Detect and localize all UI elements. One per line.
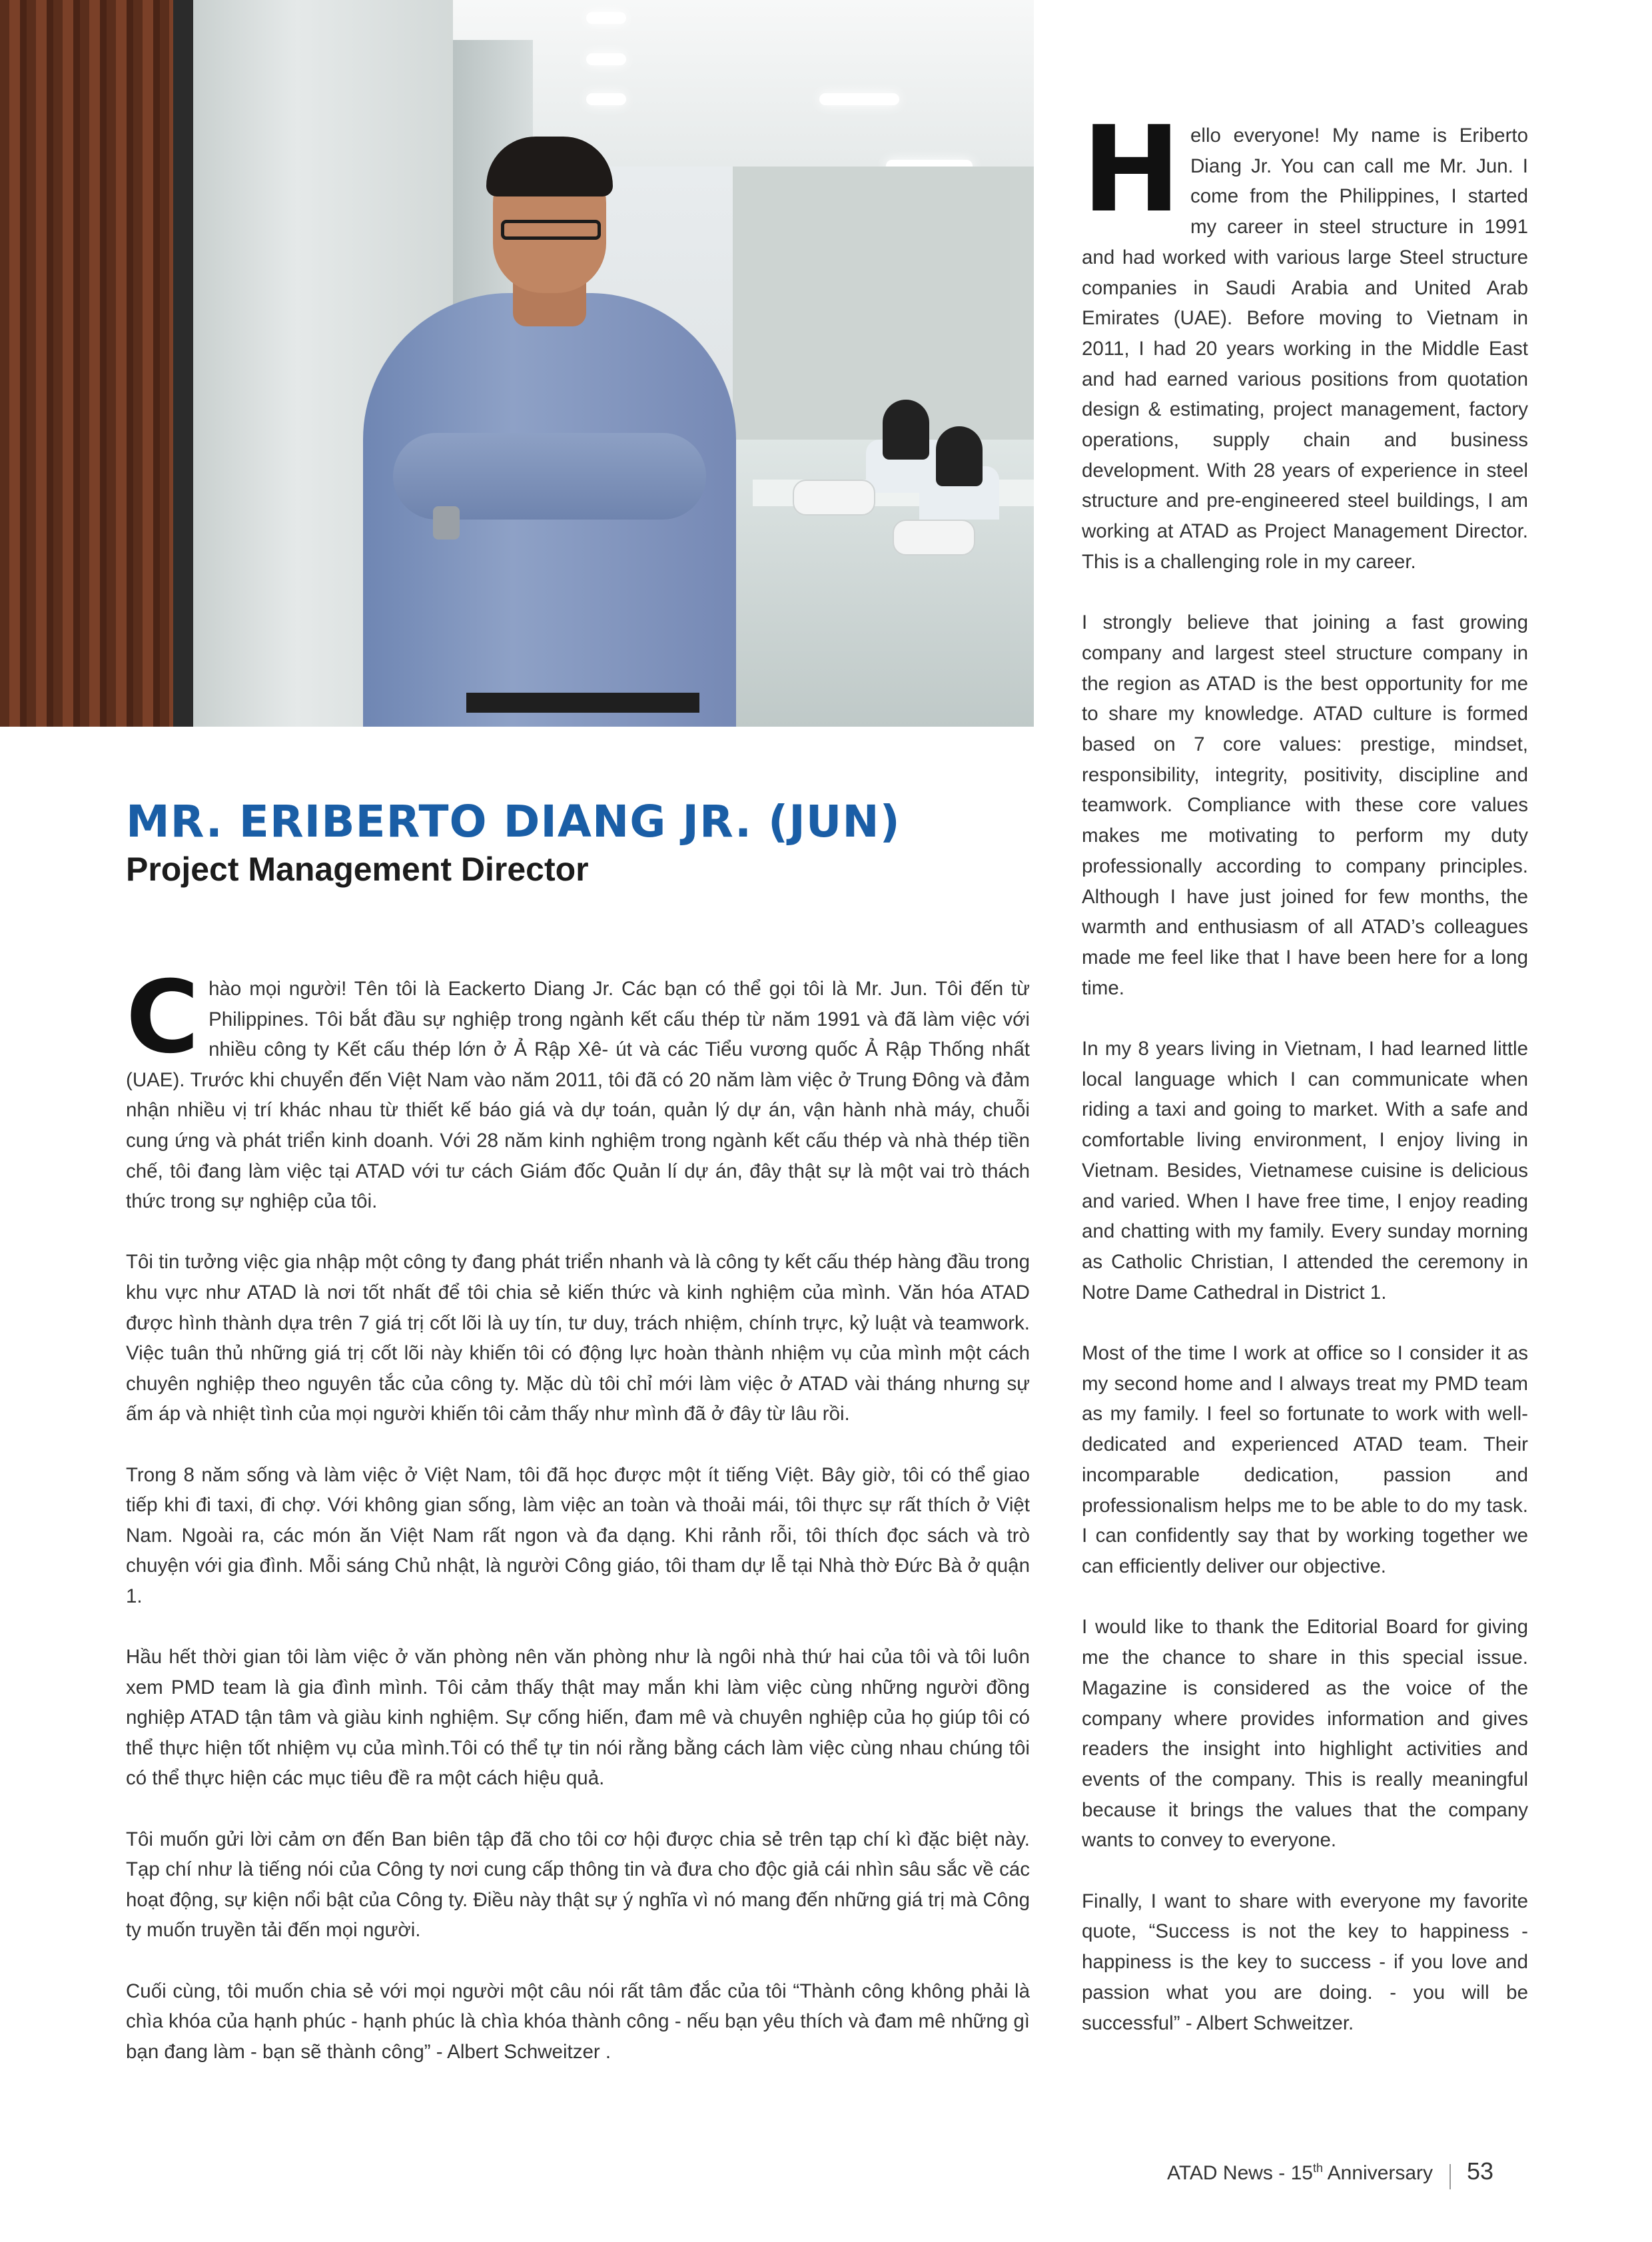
belt xyxy=(466,693,699,713)
publication-name xyxy=(1167,2162,1433,2184)
paragraph: I strongly believe that joining a fast growing company and largest steel structure company in the region as ATAD is the best opportunity for me to share my knowledge. ATAD culture is formed based on 7 core values: prestige, mindset, responsibility, integrity, positivity, discipline and teamwork. Compliance with these core values makes me motivating to perform my duty professionally according to company principles. Although I have just joined for few months, the warmth and enthusiasm of all ATAD’s colleagues made me feel like that I have been here for a long time. xyxy=(1082,611,1528,999)
coworker-head xyxy=(936,426,983,486)
wood-panel xyxy=(0,0,173,727)
publication-title: ATAD News - 15 xyxy=(1167,2162,1313,2184)
article-english xyxy=(1082,101,1528,2038)
person-name: MR. ERIBERTO DIANG JR. (JUN) xyxy=(126,796,901,847)
page-number: 53 xyxy=(1466,2157,1493,2185)
paragraph: Hầu hết thời gian tôi làm việc ở văn phòng nên văn phòng như là ngôi nhà thứ hai của tôi và tôi luôn xem PMD team là gia đình mình. Tôi cảm thấy thật may mắn khi làm việc cùng những người đồng nghiệp ATAD tận tâm và giàu kinh nghiệm. Sự cống hiến, đam mê và chuyên nghiệp của họ giúp tôi có thể thực hiện tốt nhiệm vụ của mình.Tôi có thể tự tin nói rằng bằng cách làm việc cùng nhau chúng tôi có thể thực hiện các mục tiêu đề ra một cách hiệu quả. xyxy=(126,1646,1030,1790)
edition-label: Anniversary xyxy=(1322,2162,1434,2184)
paragraph xyxy=(126,960,1030,1217)
ceiling-light xyxy=(586,12,626,24)
paragraph-text: hào mọi người! Tên tôi là Eackerto Diang Jr. Các bạn có thể gọi tôi là Mr. Jun. Tôi đến từ Philippines. Tôi bắt đầu sự nghiệp trong ngành kết cấu thép từ năm 1991 và đã làm việc với nhiều công ty Kết cấu thép lớn ở Ả Rập Xê- út và các Tiểu vương quốc Ả Rập Thống nhất (UAE). Trước khi chuyển đến Việt Nam vào năm 2011, tôi đã có 20 năm làm việc ở Trung Đông và đảm nhận nhiều vị trí khác nhau từ thiết kế báo giá và dự toán, quản lý dự án, vận hành nhà máy, chuỗi cung ứng và phát triển kinh doanh. Với 28 năm kinh nghiệm trong ngành kết cấu thép và nhà thép tiền chế, tôi đang làm việc tại ATAD với tư cách Giám đốc Quản lí dự án, đây thật sự là một vai trò thách thức trong sự nghiệp của tôi. xyxy=(126,978,1030,1213)
ceiling-light xyxy=(586,93,626,105)
coworker-head xyxy=(883,400,929,460)
paragraph xyxy=(1082,101,1528,577)
person-title: Project Management Director xyxy=(126,851,589,888)
wristwatch xyxy=(433,506,460,540)
ceiling-light xyxy=(819,93,899,105)
portrait-photo xyxy=(0,0,1034,727)
footer-divider xyxy=(1449,2164,1451,2189)
paragraph-text: ello everyone! My name is Eriberto Diang Jr. You can call me Mr. Jun. I come from the Philippines, I started my career in steel structure in 1991 and had worked with various large Steel structure companies in Saudi Arabia and United Arab Emirates (UAE). Before moving to Vietnam in 2011, I had 20 years working in the Middle East and had earned various positions from quotation design & estimating, project management, factory operations, supply chain and business development. With 28 years of experience in steel structure and pre-engineered steel buildings, I am working at ATAD as Project Management Director. This is a challenging role in my career. xyxy=(1082,125,1528,573)
paragraph: I would like to thank the Editorial Board for giving me the chance to share in this special issue. Magazine is considered as the voice of the company where provides information and gives readers the insight into highlight activities and events of the company. This is really meaningful because it brings the values that the company wants to convey to everyone. xyxy=(1082,1616,1528,1852)
glasses xyxy=(501,220,601,240)
drop-cap: H xyxy=(1082,101,1181,238)
paragraph: Most of the time I work at office so I consider it as my second home and I always treat my PMD team as my family. I feel so fortunate to work with well-dedicated and experienced ATAD team. Their incomparable dedication, passion and professionalism helps me to be able to do my task. I can confidently say that by working together we can efficiently deliver our objective. xyxy=(1082,1342,1528,1577)
paragraph: Tôi muốn gửi lời cảm ơn đến Ban biên tập đã cho tôi cơ hội được chia sẻ trên tạp chí kì đặc biệt này. Tạp chí như là tiếng nói của Công ty nơi cung cấp thông tin và đưa cho độc giả cái nhìn sâu sắc về các hoạt động, sự kiện nổi bật của Công ty. Điều này thật sự ý nghĩa vì nó mang đến những giá trị mà Công ty muốn truyền tải đến mọi người. xyxy=(126,1828,1030,1942)
page-footer xyxy=(1167,2157,1493,2189)
paragraph: Trong 8 năm sống và làm việc ở Việt Nam, tôi đã học được một ít tiếng Việt. Bây giờ, tôi có thể giao tiếp khi đi taxi, đi chợ. Với không gian sống, làm việc an toàn và thoải mái, tôi thực sự rất thích ở Việt Nam. Ngoài ra, các món ăn Việt Nam rất ngon và đa dạng. Khi rảnh rỗi, tôi thích đọc sách và trò chuyện với gia đình. Mỗi sáng Chủ nhật, là người Công giáo, tôi tham dự lễ tại Nhà thờ Đức Bà ở quận 1. xyxy=(126,1463,1030,1607)
paragraph: In my 8 years living in Vietnam, I had learned little local language which I can communicate when riding a taxi and going to market. With a safe and comfortable living environment, I enjoy living in Vietnam. Besides, Vietnamese cuisine is delicious and varied. When I have free time, I enjoy reading and chatting with my family. Every sunday morning as Catholic Christian, I attended the ceremony in Notre Dame Cathedral in District 1. xyxy=(1082,1038,1528,1304)
desk-phone xyxy=(793,480,875,516)
paragraph: Cuối cùng, tôi muốn chia sẻ với mọi người một câu nói rất tâm đắc của tôi “Thành công không phải là chìa khóa của hạnh phúc - hạnh phúc là chìa khóa thành công - nếu bạn yêu thích và đam mê những gì bạn đang làm - bạn sẽ thành công” - Albert Schweitzer . xyxy=(126,1980,1030,2063)
door-frame xyxy=(173,0,193,727)
ordinal-suffix: th xyxy=(1312,2161,1323,2175)
ceiling-light xyxy=(586,53,626,65)
drop-cap: C xyxy=(126,960,200,1076)
paragraph: Tôi tin tưởng việc gia nhập một công ty đang phát triển nhanh và là công ty kết cấu thép hàng đầu trong khu vực như ATAD là nơi tốt nhất để tôi chia sẻ kiến thức và kinh nghiệm của mình. Văn hóa ATAD được hình thành dựa trên 7 giá trị cốt lõi là uy tín, tư duy, trách nhiệm, chính trực, kỷ luật và teamwork. Việc tuân thủ những giá trị cốt lõi này khiến tôi có động lực hoàn thành nhiệm vụ của mình một cách chuyên nghiệp theo nguyên tắc của công ty. Mặc dù tôi chỉ mới làm việc ở ATAD vài tháng nhưng sự ấm áp và nhiệt tình của mọi người khiến tôi cảm thấy như mình đã ở đây từ lâu rồi. xyxy=(126,1251,1030,1425)
paragraph: Finally, I want to share with everyone my favorite quote, “Success is not the key to happiness - happiness is the key to success - if you love and passion what you are doing. - you will be successful” - Albert Schweitzer. xyxy=(1082,1890,1528,2034)
desk-phone xyxy=(893,520,975,556)
office-back-wall xyxy=(733,167,1034,446)
article-vietnamese xyxy=(126,960,1030,2067)
